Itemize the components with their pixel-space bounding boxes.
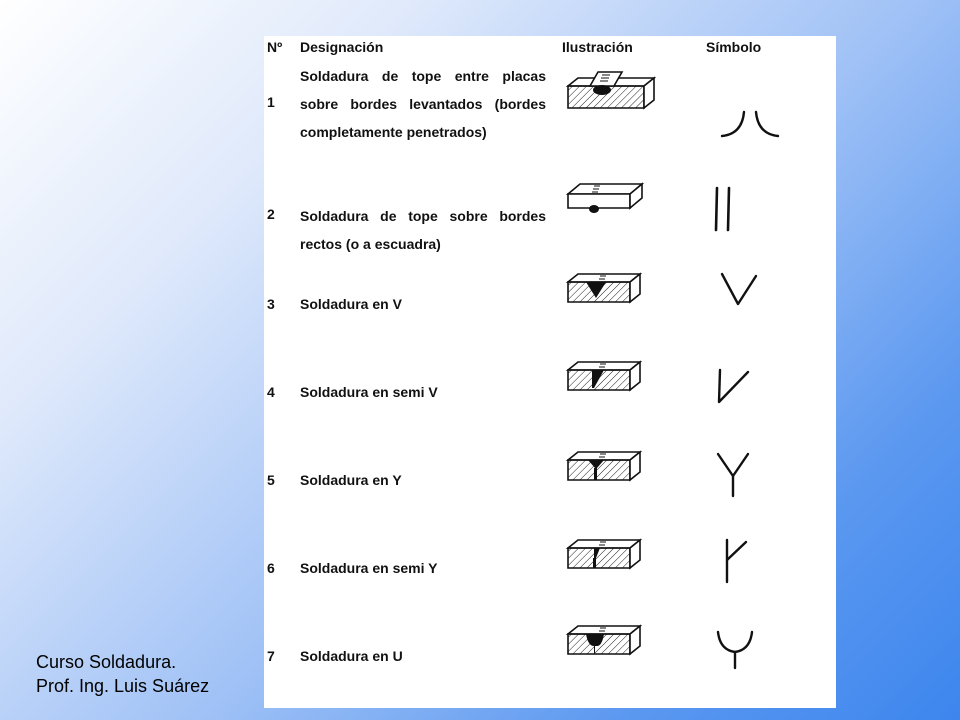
course-title: Curso Soldadura. xyxy=(36,652,177,672)
header-no: Nº xyxy=(267,39,283,55)
flanged-weld-symbol-icon xyxy=(718,106,782,142)
row-7-designation: Soldadura en U xyxy=(300,648,403,664)
flanged-butt-joint-icon xyxy=(564,66,664,122)
row-3-number: 3 xyxy=(267,296,275,312)
weld-types-table xyxy=(264,36,836,708)
row-4-number: 4 xyxy=(267,384,275,400)
row-5-designation: Soldadura en Y xyxy=(300,472,402,488)
row-2-number: 2 xyxy=(267,206,275,222)
header-illustration: Ilustración xyxy=(562,39,633,55)
half-y-groove-joint-icon xyxy=(564,534,664,578)
row-6-designation: Soldadura en semi Y xyxy=(300,560,438,576)
author-name: Prof. Ing. Luis Suárez xyxy=(36,676,210,696)
half-y-weld-symbol-icon xyxy=(718,536,754,586)
square-butt-joint-icon xyxy=(564,178,664,220)
row-4-designation: Soldadura en semi V xyxy=(300,384,438,400)
y-weld-symbol-icon xyxy=(714,450,754,500)
row-2-designation: Soldadura de tope sobre bordes rectos (o a escuadra) xyxy=(300,208,546,252)
row-3-designation: Soldadura en V xyxy=(300,296,402,312)
row-1-number: 1 xyxy=(267,94,275,110)
square-weld-symbol-icon xyxy=(708,184,738,234)
row-5-number: 5 xyxy=(267,472,275,488)
u-weld-symbol-icon xyxy=(714,626,758,672)
v-groove-joint-icon xyxy=(564,268,664,312)
row-7-number: 7 xyxy=(267,648,275,664)
y-groove-joint-icon xyxy=(564,446,664,490)
row-1-designation: Soldadura de tope entre placas sobre bordes levantados (bordes completamente penetrados) xyxy=(300,68,546,140)
footer-credits xyxy=(36,650,209,698)
bevel-groove-joint-icon xyxy=(564,356,664,400)
bevel-weld-symbol-icon xyxy=(714,364,758,408)
header-symbol: Símbolo xyxy=(706,39,762,55)
u-groove-joint-icon xyxy=(564,620,664,664)
row-6-number: 6 xyxy=(267,560,275,576)
header-designation: Designación xyxy=(300,39,384,55)
v-weld-symbol-icon xyxy=(718,270,762,310)
